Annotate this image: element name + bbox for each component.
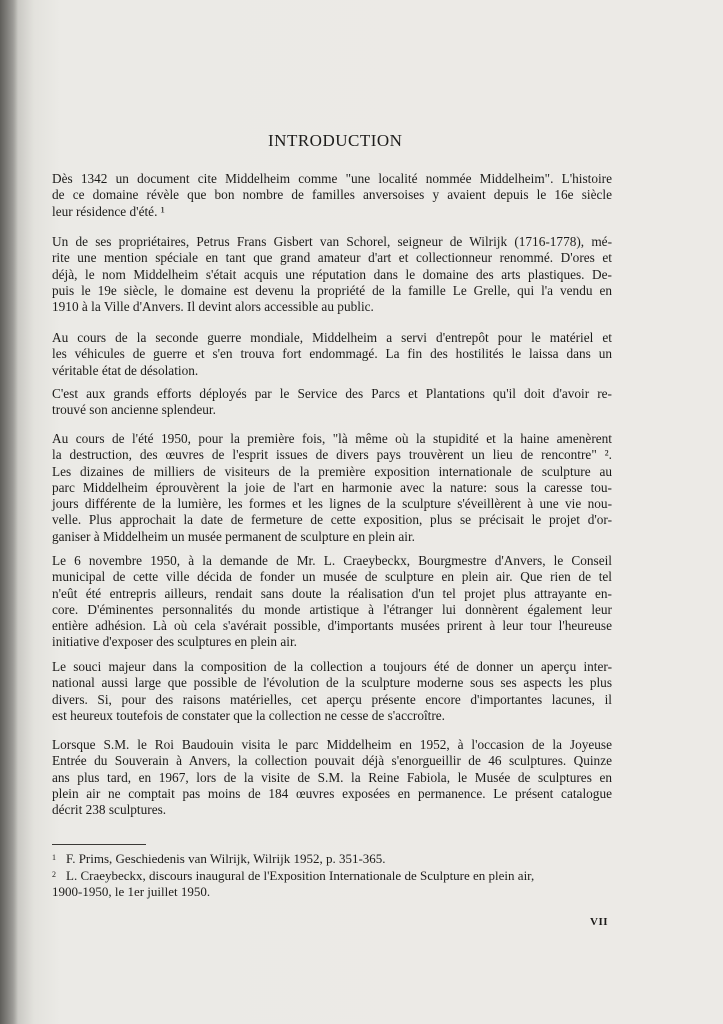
text-line: municipal de cette ville décida de fonder un musée de sculpture en plein air. Que rien de tel [52, 569, 612, 585]
text-line: trouvé son ancienne splendeur. [52, 402, 216, 418]
text-line: leur résidence d'été. ¹ [52, 203, 165, 219]
text-line: Dès 1342 un document cite Middelheim comme "une localité nommée Middelheim". L'histoire [52, 171, 612, 186]
text-line: Le 6 novembre 1950, à la demande de Mr. L. Craeybeckx, Bourgmestre d'Anvers, le Conseil [52, 553, 612, 568]
footnote-2 [52, 867, 612, 901]
text-line: Entrée du Souverain à Anvers, la collection pouvait déjà s'enorgueillir de 46 sculptures. Quinze [52, 753, 612, 769]
text-line: Au cours de la seconde guerre mondiale, Middelheim a servi d'entrepôt pour le matériel et [52, 330, 612, 345]
page-number: VII [590, 916, 609, 928]
text-line: initiative d'exposer des sculptures en plein air. [52, 634, 297, 650]
text-line: la destruction, des œuvres de l'esprit issues de divers pays trouvèrent un lieu de rencontre" ². [52, 447, 612, 463]
text-line: jours différente de la lumière, les formes et les lignes de la sculpture s'éveillèrent à une vie nou- [52, 496, 612, 512]
text-line: déjà, le nom Middelheim s'était acquis une réputation dans le domaine des arts plastiques. De- [52, 266, 612, 282]
paragraph-6 [52, 553, 612, 651]
paragraph-3 [52, 330, 612, 379]
text-line: est heureux toutefois de constater que la collection ne cesse de s'accroître. [52, 707, 446, 723]
text-line: ans plus tard, en 1967, lors de la visite de S.M. la Reine Fabiola, le Musée de sculptures en [52, 769, 612, 785]
text-line: n'eût été entrepris ailleurs, rendait sans doute la réalisation d'un tel projet plus attrayante en- [52, 585, 612, 601]
text-line: parc Middelheim éprouvèrent la joie de l'art en harmonie avec la nature: sous la caresse tou- [52, 479, 612, 495]
paragraph-7 [52, 659, 612, 724]
text-line: 1910 à la Ville d'Anvers. Il devint alors accessible au public. [52, 299, 374, 315]
text-line: décrit 238 sculptures. [52, 802, 167, 818]
footnote-text: L. Craeybeckx, discours inaugural de l'Exposition Internationale de Sculpture en plein air, [66, 868, 535, 883]
paragraph-5 [52, 431, 612, 545]
text-line: Lorsque S.M. le Roi Baudouin visita le parc Middelheim en 1952, à l'occasion de la Joyeuse [52, 737, 612, 752]
text-line: véritable état de désolation. [52, 362, 199, 378]
text-line: les véhicules de guerre et s'en trouva fort endommagé. La fin des hostilités le laissa dans un [52, 346, 612, 362]
page-title: INTRODUCTION [268, 131, 403, 150]
text-line: Un de ses propriétaires, Petrus Frans Gisbert van Schorel, seigneur de Wilrijk (1716-1778), mé- [52, 234, 612, 249]
text-line: divers. Si, pour des raisons matérielles, cet aperçu présente encore d'importantes lacunes, il [52, 691, 612, 707]
text-line: puis le 19e siècle, le domaine est devenu la propriété de la famille Le Grelle, qui l'a vendu en [52, 282, 612, 298]
paragraph-1 [52, 171, 612, 220]
footnote-mark: 2 [52, 870, 56, 879]
paragraph-2 [52, 234, 612, 315]
text-line: de ce domaine révèle que bon nombre de familles anversoises y avaient depuis le 16e siècle [52, 187, 612, 203]
text-line: ganiser à Middelheim un musée permanent de sculpture en plein air. [52, 528, 415, 544]
footnote-1 [52, 850, 612, 867]
text-line: entière adhésion. Là où cela s'avérait possible, d'importants musées prirent à leur tour l'heureuse [52, 618, 612, 634]
footnote-text: F. Prims, Geschiedenis van Wilrijk, Wilrijk 1952, p. 351-365. [66, 851, 386, 866]
text-line: C'est aux grands efforts déployés par le Service des Parcs et Plantations qu'il doit d'avoir re- [52, 386, 612, 401]
book-gutter [0, 0, 18, 1024]
paragraph-4 [52, 386, 612, 419]
text-line: rite une mention spéciale en tant que grand amateur d'art et collectionneur renommé. D'ores et [52, 250, 612, 266]
footnote-divider [52, 844, 146, 845]
text-line: velle. Plus approchait la date de fermeture de cette exposition, plus se précisait le projet d'or- [52, 512, 612, 528]
text-line: Les dizaines de milliers de visiteurs de la première exposition internationale de sculpture au [52, 463, 612, 479]
paragraph-8 [52, 737, 612, 818]
footnote-text: 1900-1950, le 1er juillet 1950. [52, 884, 211, 900]
text-line: Au cours de l'été 1950, pour la première fois, "là même où la stupidité et la haine amenèrent [52, 431, 612, 446]
text-line: plein air ne comptait pas moins de 184 œuvres exposées en permanence. Le présent catalogue [52, 785, 612, 801]
text-line: national aussi large que possible de l'évolution de la sculpture moderne sous ses aspects les plus [52, 675, 612, 691]
footnote-mark: 1 [52, 853, 56, 862]
text-line: core. D'éminentes personnalités du monde artistique à l'étranger lui donnèrent également leur [52, 601, 612, 617]
text-line: Le souci majeur dans la composition de la collection a toujours été de donner un aperçu inter- [52, 659, 612, 674]
